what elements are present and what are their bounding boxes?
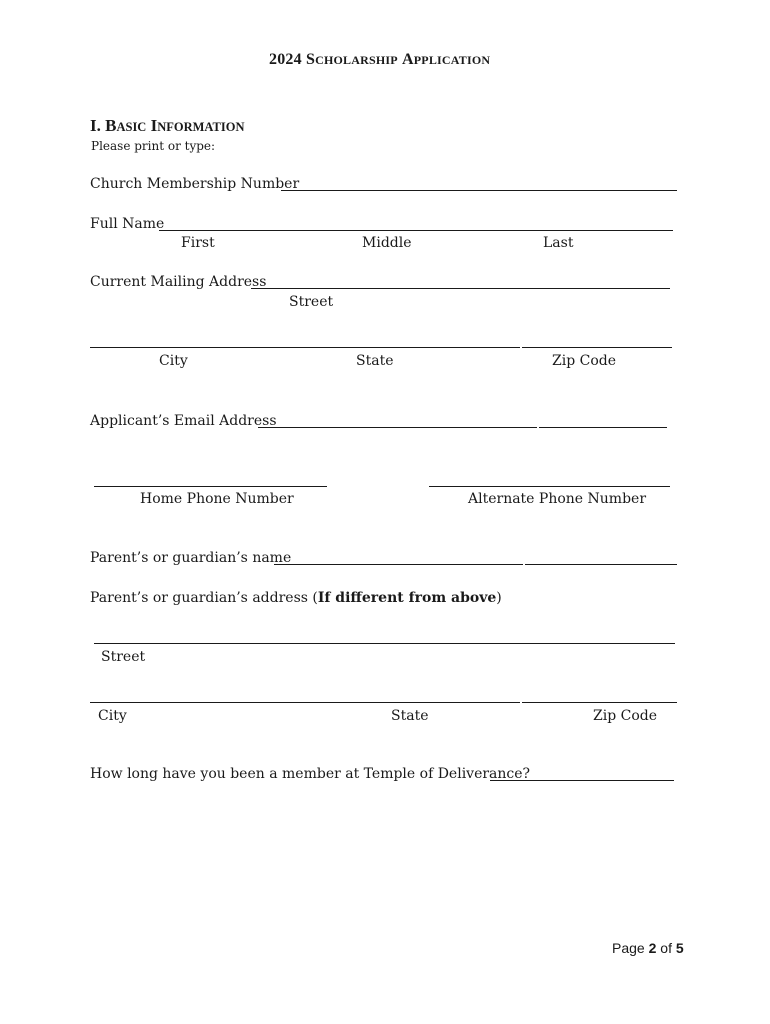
guardian-city-caption: City [98,708,127,724]
mailing-zip-field[interactable] [522,347,672,348]
church-membership-label: Church Membership Number [90,176,300,192]
home-phone-caption: Home Phone Number [140,491,294,507]
zip-caption: Zip Code [552,353,617,369]
mailing-street-field[interactable] [251,288,670,289]
page-title: 2024 SCHOLARSHIP APPLICATION [269,51,491,68]
guardian-name-label: Parent’s or guardian’s name [90,550,292,566]
guardian-zip-field[interactable] [522,702,677,703]
guardian-city-state-field[interactable] [90,702,520,703]
alternate-phone-caption: Alternate Phone Number [468,491,647,507]
state-caption: State [356,353,394,369]
alternate-phone-field[interactable] [429,486,670,487]
city-caption: City [159,353,188,369]
email-field[interactable] [258,427,537,428]
guardian-address-label: Parent’s or guardian’s address (If different from above) [90,590,502,606]
page-number: Page 2 of 5 [612,940,684,956]
section-note: Please print or type: [91,139,216,153]
mailing-city-state-field[interactable] [90,347,520,348]
email-field-ext[interactable] [539,427,667,428]
membership-length-field[interactable] [490,780,674,781]
guardian-zip-caption: Zip Code [593,708,658,724]
full-name-field[interactable] [159,230,673,231]
guardian-name-field[interactable] [274,564,523,565]
full-name-label: Full Name [90,216,165,232]
section-heading: I. BASIC INFORMATION [90,116,245,135]
guardian-street-caption: Street [101,649,146,665]
guardian-street-field[interactable] [94,643,675,644]
guardian-state-caption: State [391,708,429,724]
mailing-address-label: Current Mailing Address [90,274,267,290]
last-name-caption: Last [543,235,574,251]
first-name-caption: First [181,235,215,251]
middle-name-caption: Middle [362,235,412,251]
home-phone-field[interactable] [94,486,327,487]
guardian-name-field-ext[interactable] [525,564,677,565]
membership-length-label: How long have you been a member at Temple of Deliverance? [90,766,531,782]
street-caption: Street [289,294,334,310]
email-label: Applicant’s Email Address [90,413,277,429]
church-membership-field[interactable] [281,190,677,191]
